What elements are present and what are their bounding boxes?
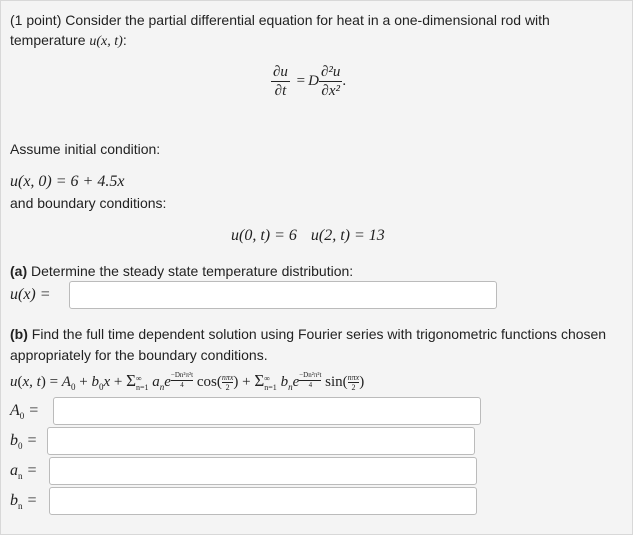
intro-text: temperature	[10, 32, 86, 48]
boundary-text: and boundary conditions:	[10, 195, 167, 211]
part-b-text	[10, 326, 606, 342]
part-a-prompt: Determine the steady state temperature distribution:	[31, 263, 354, 279]
part-b-prompt: Find the full time dependent solution using Fourier series with trigonometric functions chosen	[31, 326, 607, 342]
boundary-conditions	[231, 227, 385, 245]
assume-text: Assume initial condition:	[10, 141, 161, 157]
bn-label: $b_n$ =	[10, 492, 38, 512]
an-label: $a_n$ =	[10, 462, 38, 482]
part-b-label: (b)	[10, 326, 28, 342]
fourier-series-formula: u(x, $t) = A_0 + b_0x + \Sigma$ ∞ n=1 $a_ne$ $\frac{\text{−Dn²π²t}}{4}$ cos( nπx 2 ) + Σ ∞ n=1 $b_ne$ $\frac{\text{−Dn²π²t}}{4}$ sin( nπx 2 )	[10, 371, 365, 393]
intro-variable: u(x, t)	[89, 34, 123, 49]
bn-input[interactable]	[49, 487, 477, 515]
part-a-field-label: u(x) =	[10, 286, 51, 303]
intro-colon: :	[122, 32, 127, 48]
initial-condition: u(x, 0) = 6 + 4.5x	[10, 173, 125, 190]
intro-line-1: (1 point) Consider the partial differential equation for heat in a one-dimensional rod with	[10, 12, 550, 28]
A0-input[interactable]	[53, 397, 481, 425]
b0-label: $b_0$ =	[10, 432, 38, 452]
part-a-label: (a)	[10, 263, 28, 279]
part-b-text-2: appropriately for the boundary conditions.	[10, 347, 268, 363]
b0-input[interactable]	[47, 427, 475, 455]
part-a-text	[10, 263, 353, 279]
pde-equation: $\frac{\partial u}{\partial t}$ = D $\frac{\text{∂²u}}{\text{∂x²}}$ .	[273, 64, 347, 99]
an-input[interactable]	[49, 457, 477, 485]
A0-label: $A_0$ =	[10, 402, 40, 422]
steady-state-input[interactable]	[69, 281, 497, 309]
bc-right: u(2, t) = 13	[310, 227, 385, 244]
bc-left: u(0, t) = 6	[231, 227, 297, 244]
intro-line-2	[10, 32, 127, 50]
